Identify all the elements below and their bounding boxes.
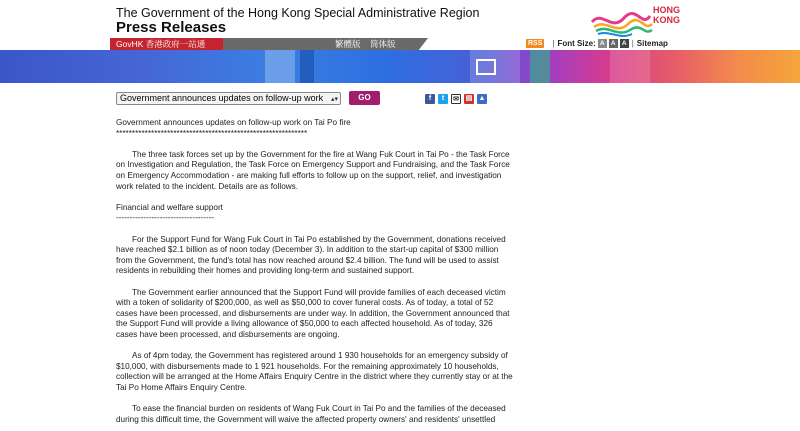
article-headline: Government announces updates on follow-up work on Tai Po fire xyxy=(116,118,351,127)
headline-rule: ************************************************************ xyxy=(116,128,308,138)
rss-icon[interactable]: RSS xyxy=(528,39,543,47)
article-paragraph: For the Support Fund for Wang Fuk Court in Tai Po established by the Government, donations received have reached $2.1 billion as of noon today (December 3). In addition to the start-up capital of $300 million from the Government, the fund's total has now reached around $2.4 billion. The fund will be used to assist residents in rebuilding their homes and providing long-term and sustained support. xyxy=(116,234,506,276)
color-banner xyxy=(0,50,800,83)
email-icon[interactable]: ✉ xyxy=(451,94,461,104)
logo-text-kong: KONG xyxy=(653,15,680,25)
banner-stripe xyxy=(265,50,295,83)
press-release-select[interactable] xyxy=(116,92,341,105)
section-heading: Financial and welfare support xyxy=(116,202,223,212)
banner-stripe xyxy=(300,50,314,83)
share-toolbar xyxy=(425,94,487,104)
press-release-article xyxy=(116,118,516,425)
upload-icon[interactable]: ▲ xyxy=(478,95,486,102)
chevron-down-icon: ▴▾ xyxy=(330,96,338,103)
article-paragraph: The three task forces set up by the Government for the fire at Wang Fuk Court in Tai Po - the Task Force on Investigation and Regulation, the Task Force on Emergency Support and Fundraising, and the Task Force on Emergency Accommodation - are making full efforts to follow up on the support, relief, and investigation work related to the incident. Details are as follows. xyxy=(116,149,510,191)
divider: | xyxy=(552,38,555,48)
page-title: Press Releases xyxy=(116,19,227,36)
go-button[interactable]: GO xyxy=(349,91,380,105)
font-size-small-button[interactable]: A xyxy=(598,39,607,48)
article-paragraph: As of 4pm today, the Government has registered around 1 930 households for an emergency subsidy of $10,000, with disbursements made to 1 921 households. For the remaining approximately 10 households, collection will be arranged at the Home Affairs Enquiry Centre in the district where they currently stay or at the Tai Po Home Affairs Enquiry Centre. xyxy=(116,351,513,392)
article-paragraph: The Government earlier announced that the Support Fund will provide families of each deceased victim with a token of solidarity of $200,000, as well as $50,000 to cover funeral costs. As of today, a total of 52 cases have been processed, and disbursements are under way. In addition, the Government announced that the Support Fund will provide a living allowance of $50,000 to each affected household. As of today, 326 cases have been processed, and disbursements are ongoing. xyxy=(116,287,510,339)
print-icon[interactable]: ▤ xyxy=(465,95,473,102)
traditional-chinese-link[interactable]: 繁體版 xyxy=(335,39,361,49)
font-size-label: Font Size: xyxy=(557,38,596,48)
banner-frame-shape xyxy=(476,59,496,75)
brand-hong-kong-logo[interactable] xyxy=(590,2,685,40)
facebook-icon[interactable]: f xyxy=(425,94,435,104)
article-paragraph: To ease the financial burden on residents of Wang Fuk Court in Tai Po and the families of the deceased during this difficult time, the Government will waive the affected property owners' and residents' unsettled xyxy=(116,404,506,424)
select-value: Government announces updates on follow-up work xyxy=(120,93,324,103)
font-size-large-button[interactable]: A xyxy=(620,39,629,48)
simplified-chinese-link[interactable]: 简体版 xyxy=(370,39,396,49)
govhk-link[interactable]: GovHK 香港政府一站通 xyxy=(110,38,222,51)
sitemap-link[interactable]: Sitemap xyxy=(636,38,668,48)
font-size-medium-button[interactable]: A xyxy=(609,39,618,48)
banner-stripe xyxy=(610,50,650,83)
banner-stripe xyxy=(530,50,550,83)
twitter-icon[interactable]: t xyxy=(438,94,448,104)
section-rule: ------------------------------------ xyxy=(116,213,215,223)
divider: | xyxy=(631,38,634,48)
logo-text-hong: HONG xyxy=(653,5,680,15)
page-tools xyxy=(526,37,668,49)
government-title: The Government of the Hong Kong Special Administrative Region xyxy=(116,6,480,20)
